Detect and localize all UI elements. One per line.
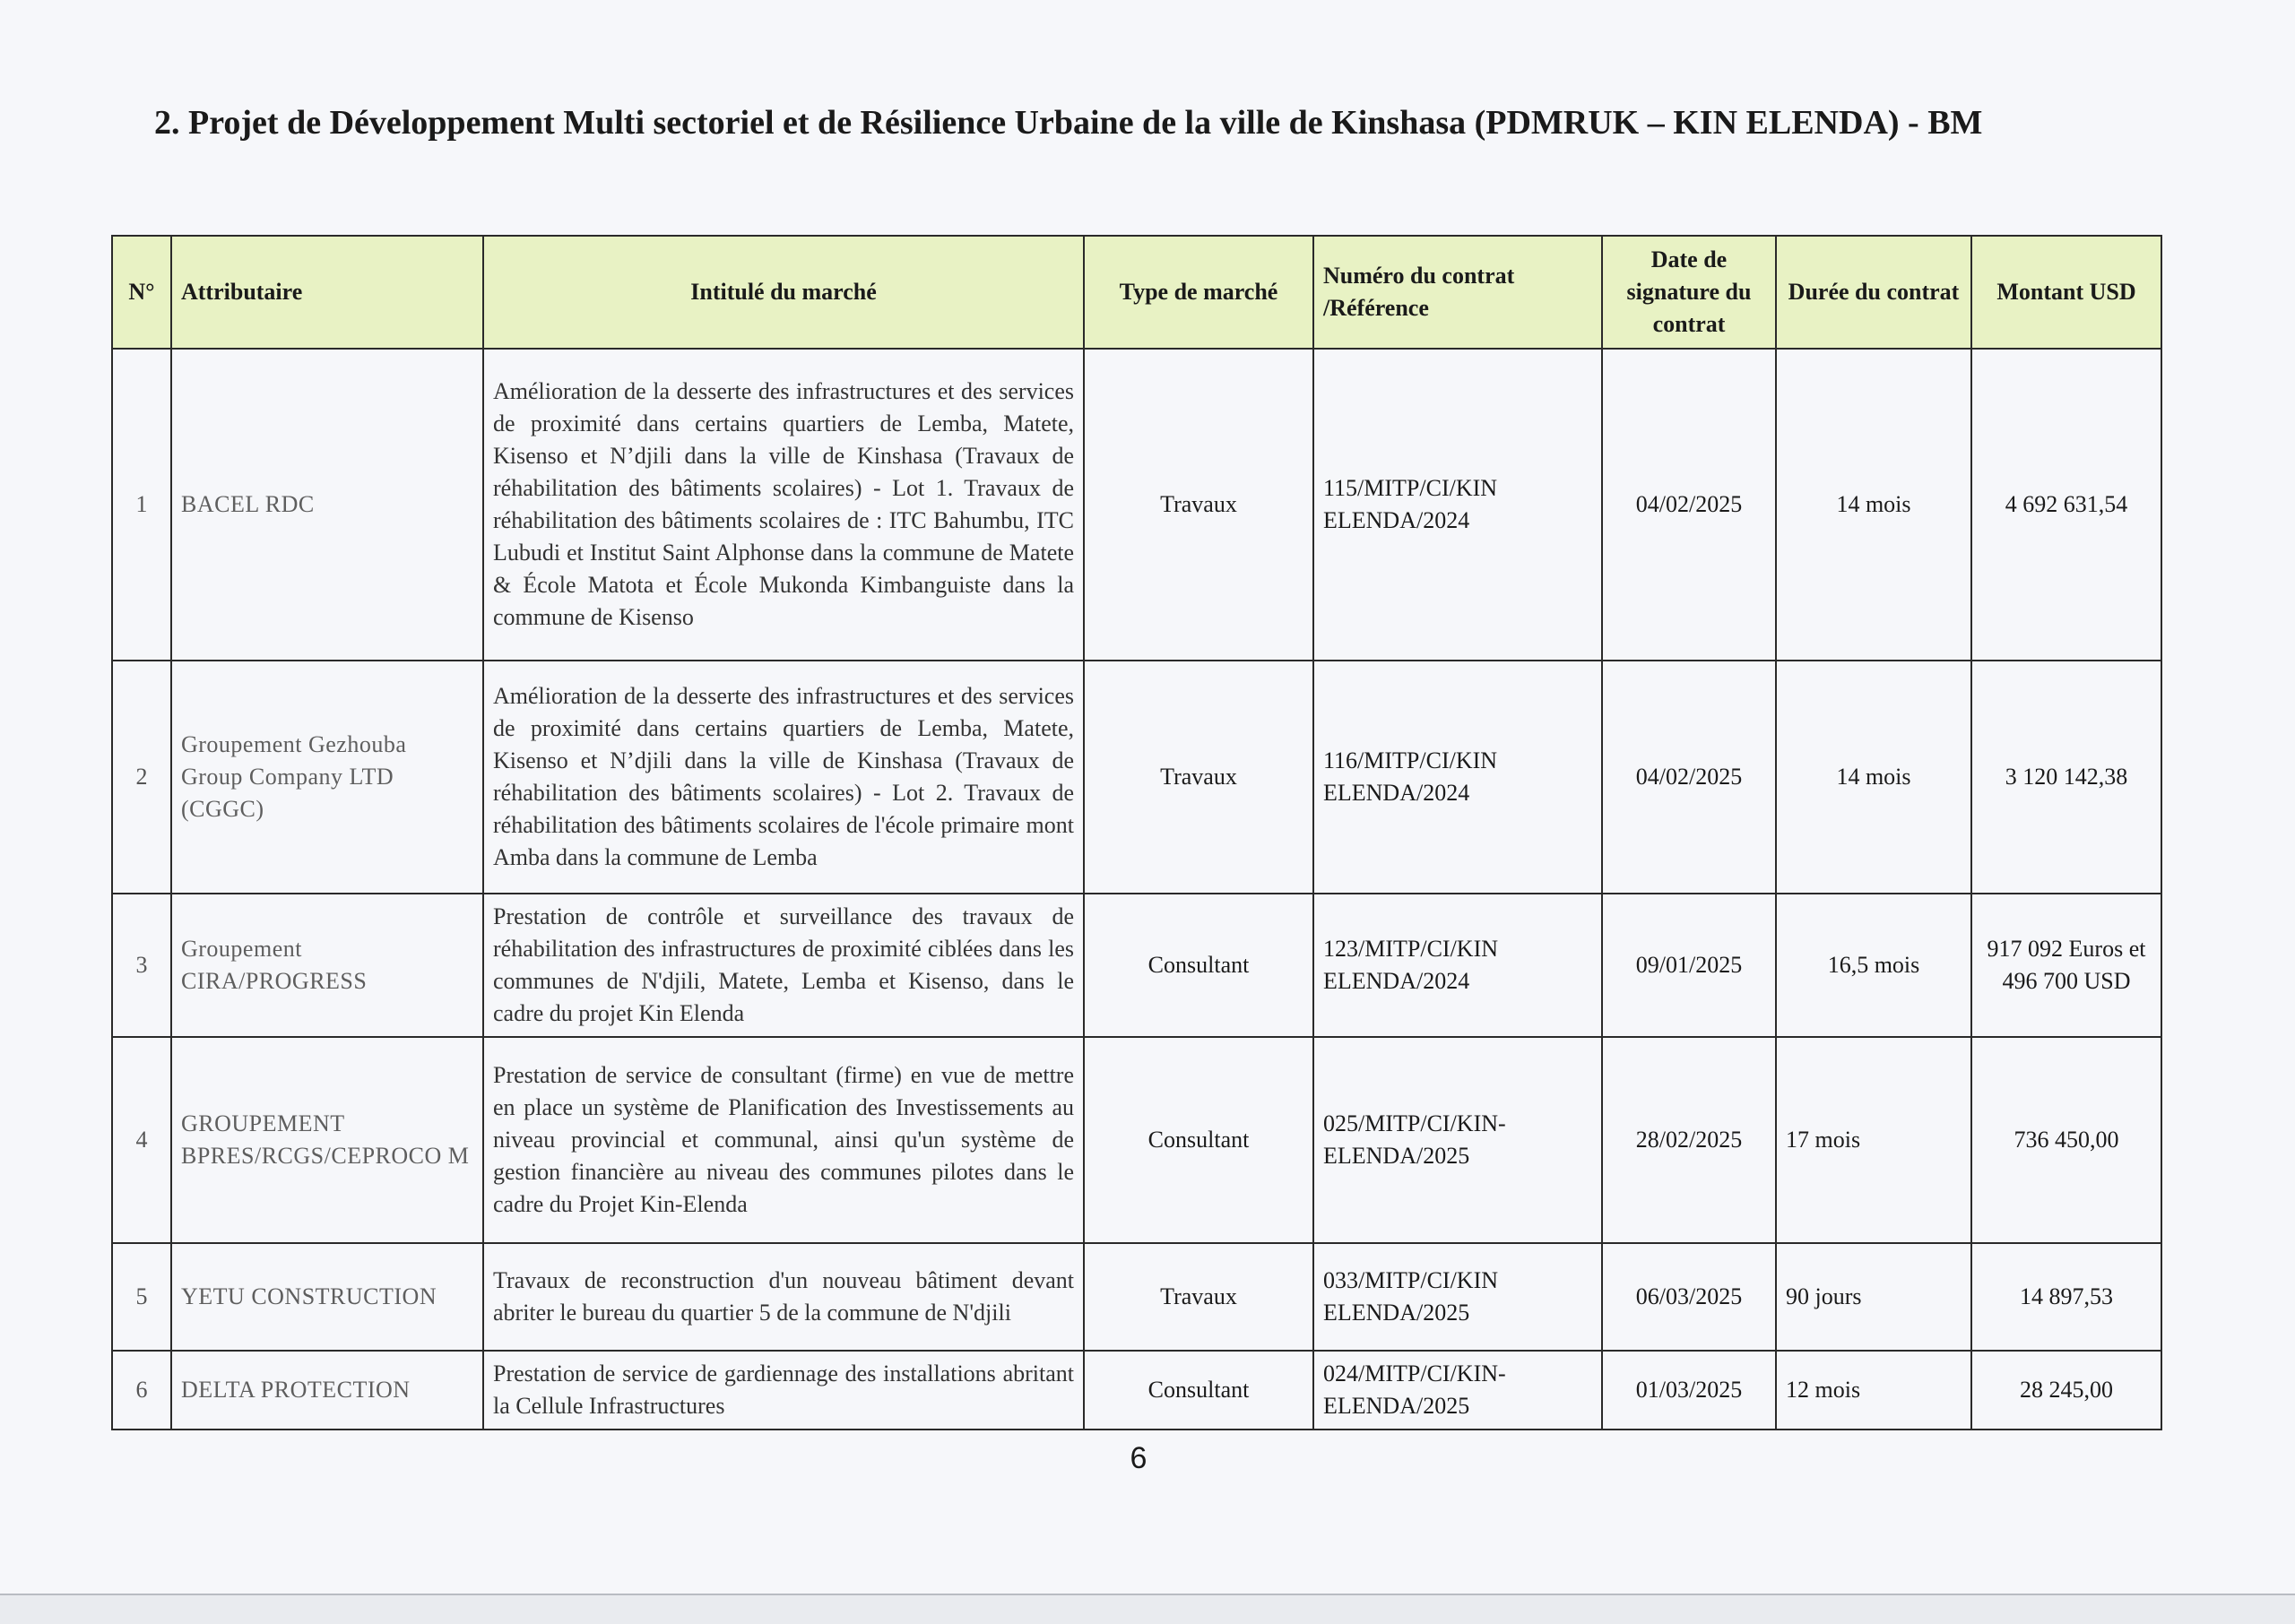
table-row bbox=[112, 1351, 2161, 1430]
cell-intitule: Prestation de service de consultant (firme) en vue de mettre en place un système de Planification des Investissements au niveau provincial et communal, ainsi qu'un système de gestion financière au niveau des communes pilotes dans le cadre du Projet Kin-Elenda bbox=[483, 1037, 1084, 1243]
cell-attributaire: BACEL RDC bbox=[171, 349, 483, 661]
cell-duree: 90 jours bbox=[1776, 1243, 1971, 1351]
cell-montant: 4 692 631,54 bbox=[1971, 349, 2161, 661]
cell-numero: 115/MITP/CI/KIN ELENDA/2024 bbox=[1313, 349, 1602, 661]
cell-intitule: Travaux de reconstruction d'un nouveau bâtiment devant abriter le bureau du quartier 5 de la commune de N'djili bbox=[483, 1243, 1084, 1351]
cell-num: 1 bbox=[112, 349, 171, 661]
cell-duree: 12 mois bbox=[1776, 1351, 1971, 1430]
cell-numero: 033/MITP/CI/KIN ELENDA/2025 bbox=[1313, 1243, 1602, 1351]
header-type: Type de marché bbox=[1084, 236, 1313, 349]
cell-num: 6 bbox=[112, 1351, 171, 1430]
cell-montant: 736 450,00 bbox=[1971, 1037, 2161, 1243]
cell-date: 06/03/2025 bbox=[1602, 1243, 1776, 1351]
table-row bbox=[112, 894, 2161, 1037]
cell-numero: 123/MITP/CI/KIN ELENDA/2024 bbox=[1313, 894, 1602, 1037]
cell-type: Travaux bbox=[1084, 349, 1313, 661]
header-duree: Durée du contrat bbox=[1776, 236, 1971, 349]
cell-num: 3 bbox=[112, 894, 171, 1037]
cell-attributaire: YETU CONSTRUCTION bbox=[171, 1243, 483, 1351]
table-row bbox=[112, 1037, 2161, 1243]
contracts-table bbox=[111, 235, 2162, 1430]
table-row bbox=[112, 661, 2161, 894]
cell-type: Consultant bbox=[1084, 1351, 1313, 1430]
cell-date: 09/01/2025 bbox=[1602, 894, 1776, 1037]
header-numero: Numéro du contrat /Référence bbox=[1313, 236, 1602, 349]
table-row bbox=[112, 349, 2161, 661]
cell-numero: 024/MITP/CI/KIN-ELENDA/2025 bbox=[1313, 1351, 1602, 1430]
cell-intitule: Amélioration de la desserte des infrastructures et des services de proximité dans certains quartiers de Lemba, Matete, Kisenso et N’djili dans la ville de Kinshasa (Travaux de réhabilitation des bâtiments scolaires) - Lot 1. Travaux de réhabilitation des bâtiments scolaires de : ITC Bahumbu, ITC Lubudi et Institut Saint Alphonse dans la commune de Matete & École Matota et École Mukonda Kimbanguiste dans la commune de Kisenso bbox=[483, 349, 1084, 661]
cell-attributaire: GROUPEMENT BPRES/RCGS/CEPROCO M bbox=[171, 1037, 483, 1243]
cell-duree: 14 mois bbox=[1776, 661, 1971, 894]
cell-num: 4 bbox=[112, 1037, 171, 1243]
cell-num: 5 bbox=[112, 1243, 171, 1351]
cell-attributaire: Groupement Gezhouba Group Company LTD (CGGC) bbox=[171, 661, 483, 894]
cell-date: 28/02/2025 bbox=[1602, 1037, 1776, 1243]
cell-attributaire: Groupement CIRA/PROGRESS bbox=[171, 894, 483, 1037]
header-attributaire: Attributaire bbox=[171, 236, 483, 349]
cell-type: Travaux bbox=[1084, 661, 1313, 894]
header-intitule: Intitulé du marché bbox=[483, 236, 1084, 349]
cell-intitule: Prestation de contrôle et surveillance des travaux de réhabilitation des infrastructures de proximité ciblées dans les communes de N'djili, Matete, Lemba et Kisenso, dans le cadre du projet Kin Elenda bbox=[483, 894, 1084, 1037]
cell-type: Consultant bbox=[1084, 1037, 1313, 1243]
header-montant: Montant USD bbox=[1971, 236, 2161, 349]
cell-date: 01/03/2025 bbox=[1602, 1351, 1776, 1430]
cell-date: 04/02/2025 bbox=[1602, 661, 1776, 894]
cell-date: 04/02/2025 bbox=[1602, 349, 1776, 661]
cell-num: 2 bbox=[112, 661, 171, 894]
cell-duree: 14 mois bbox=[1776, 349, 1971, 661]
section-title: 2. Projet de Développement Multi sectoriel et de Résilience Urbaine de la ville de Kinshasa (PDMRUK – KIN ELENDA) - BM bbox=[154, 104, 1983, 142]
page-number: 6 bbox=[1130, 1441, 1148, 1475]
header-num: N° bbox=[112, 236, 171, 349]
cell-type: Travaux bbox=[1084, 1243, 1313, 1351]
cell-numero: 116/MITP/CI/KIN ELENDA/2024 bbox=[1313, 661, 1602, 894]
cell-duree: 17 mois bbox=[1776, 1037, 1971, 1243]
cell-type: Consultant bbox=[1084, 894, 1313, 1037]
header-date: Date de signature du contrat bbox=[1602, 236, 1776, 349]
cell-intitule: Prestation de service de gardiennage des installations abritant la Cellule Infrastructures bbox=[483, 1351, 1084, 1430]
cell-montant: 28 245,00 bbox=[1971, 1351, 2161, 1430]
cell-intitule: Amélioration de la desserte des infrastructures et des services de proximité dans certains quartiers de Lemba, Matete, Kisenso et N’djili dans la ville de Kinshasa (Travaux de réhabilitation des bâtiments scolaires) - Lot 2. Travaux de réhabilitation des bâtiments scolaires de l'école primaire mont Amba dans la commune de Lemba bbox=[483, 661, 1084, 894]
cell-montant: 3 120 142,38 bbox=[1971, 661, 2161, 894]
cell-attributaire: DELTA PROTECTION bbox=[171, 1351, 483, 1430]
cell-montant: 917 092 Euros et 496 700 USD bbox=[1971, 894, 2161, 1037]
cell-duree: 16,5 mois bbox=[1776, 894, 1971, 1037]
table-header-row bbox=[112, 236, 2161, 349]
page-bottom-edge bbox=[0, 1594, 2295, 1624]
cell-montant: 14 897,53 bbox=[1971, 1243, 2161, 1351]
cell-numero: 025/MITP/CI/KIN-ELENDA/2025 bbox=[1313, 1037, 1602, 1243]
table-row bbox=[112, 1243, 2161, 1351]
